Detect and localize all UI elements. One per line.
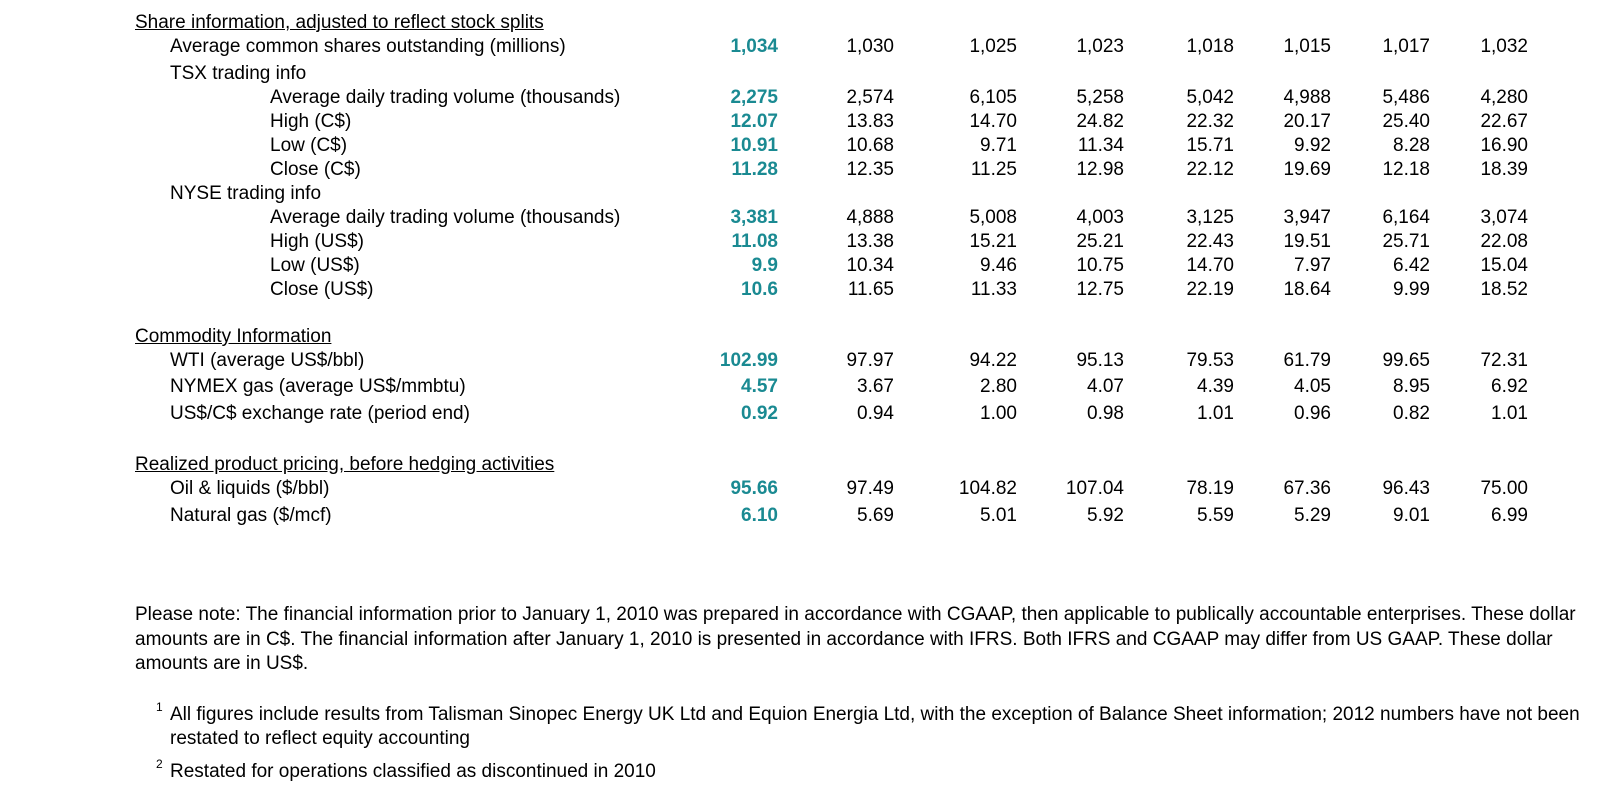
- row-nyse-high: [0, 230, 1619, 254]
- cell: 67.36: [1283, 478, 1331, 499]
- cell: 5.92: [1087, 505, 1124, 526]
- cell: 6,164: [1382, 207, 1430, 228]
- row-wti: [0, 349, 1619, 373]
- row-tsx-low: [0, 134, 1619, 158]
- row-label: Oil & liquids ($/bbl): [170, 478, 330, 499]
- cell: 9.46: [980, 255, 1017, 276]
- cell: 15.71: [1186, 135, 1234, 156]
- cell: 95.13: [1076, 350, 1124, 371]
- row-nymex: [0, 375, 1619, 399]
- cell: 4,280: [1480, 87, 1528, 108]
- cell: 1.01: [1491, 403, 1528, 424]
- cell-current: 6.10: [741, 505, 778, 526]
- row-label: WTI (average US$/bbl): [170, 350, 365, 371]
- section-title: Realized product pricing, before hedging activities: [135, 454, 555, 475]
- cell: 1,030: [846, 36, 894, 57]
- row-label: High (US$): [270, 231, 364, 252]
- cell-current: 4.57: [741, 376, 778, 397]
- row-avg-shares: [0, 35, 1619, 59]
- cell: 1,025: [969, 36, 1017, 57]
- cell: 12.18: [1382, 159, 1430, 180]
- row-label: US$/C$ exchange rate (period end): [170, 403, 470, 424]
- cell: 97.49: [846, 478, 894, 499]
- cell: 1.01: [1197, 403, 1234, 424]
- section-share-info: [0, 11, 1619, 35]
- cell: 19.51: [1283, 231, 1331, 252]
- row-tsx-header: [0, 62, 1619, 86]
- cell: 104.82: [958, 478, 1017, 499]
- cell: 0.94: [857, 403, 894, 424]
- row-gas: [0, 504, 1619, 528]
- cell: 18.64: [1283, 279, 1331, 300]
- footnote-text: Restated for operations classified as discontinued in 2010: [170, 761, 656, 782]
- accounting-note: Please note: The financial information prior to January 1, 2010 was prepared in accordance with CGAAP, then applicable to publically accountable enterprises. These dollar amounts are in C$. The financial information after January 1, 2010 is presented in accordance with IFRS. Both IFRS and CGAAP may differ from US GAAP. These dollar amounts are in US$.: [135, 604, 1576, 674]
- row-label: Low (US$): [270, 255, 360, 276]
- cell: 1,023: [1076, 36, 1124, 57]
- cell: 3.67: [857, 376, 894, 397]
- row-label: Low (C$): [270, 135, 348, 156]
- cell: 8.28: [1393, 135, 1430, 156]
- footnote-text: All figures include results from Talisman Sinopec Energy UK Ltd and Equion Energia Ltd, with the exception of Balance Sheet information; 2012 numbers have not been restated to reflect equity accounting: [170, 704, 1580, 749]
- cell: 5.01: [980, 505, 1017, 526]
- cell: 2,574: [846, 87, 894, 108]
- cell: 22.43: [1186, 231, 1234, 252]
- cell-current: 0.92: [741, 403, 778, 424]
- row-fx: [0, 402, 1619, 426]
- cell: 22.19: [1186, 279, 1234, 300]
- cell: 1,018: [1186, 36, 1234, 57]
- cell: 6.92: [1491, 376, 1528, 397]
- cell: 10.68: [846, 135, 894, 156]
- cell: 12.35: [846, 159, 894, 180]
- row-label: NYMEX gas (average US$/mmbtu): [170, 376, 466, 397]
- cell: 24.82: [1076, 111, 1124, 132]
- cell: 1.00: [980, 403, 1017, 424]
- row-label: High (C$): [270, 111, 352, 132]
- cell-current: 10.91: [730, 135, 778, 156]
- row-label: Close (C$): [270, 159, 361, 180]
- cell: 25.71: [1382, 231, 1430, 252]
- cell: 5,486: [1382, 87, 1430, 108]
- cell: 99.65: [1382, 350, 1430, 371]
- cell: 12.75: [1076, 279, 1124, 300]
- cell: 3,947: [1283, 207, 1331, 228]
- cell: 3,125: [1186, 207, 1234, 228]
- cell: 1,015: [1283, 36, 1331, 57]
- cell: 4,988: [1283, 87, 1331, 108]
- cell-current: 1,034: [730, 36, 778, 57]
- cell: 5,258: [1076, 87, 1124, 108]
- cell: 96.43: [1382, 478, 1430, 499]
- cell: 7.97: [1294, 255, 1331, 276]
- row-label: Close (US$): [270, 279, 374, 300]
- footnote-mark: 2: [156, 757, 163, 771]
- row-nyse-low: [0, 254, 1619, 278]
- cell: 9.01: [1393, 505, 1430, 526]
- cell: 25.40: [1382, 111, 1430, 132]
- cell: 12.98: [1076, 159, 1124, 180]
- cell: 22.08: [1480, 231, 1528, 252]
- cell: 8.95: [1393, 376, 1430, 397]
- cell-current: 11.28: [731, 159, 778, 180]
- cell: 97.97: [846, 350, 894, 371]
- footnote-1: [156, 700, 1600, 751]
- section-title: Share information, adjusted to reflect stock splits: [135, 12, 544, 33]
- cell: 72.31: [1480, 350, 1528, 371]
- section-commodity: [0, 325, 1619, 349]
- row-nyse-close: [0, 278, 1619, 302]
- cell-current: 10.6: [741, 279, 778, 300]
- cell: 1,032: [1480, 36, 1528, 57]
- cell: 78.19: [1186, 478, 1234, 499]
- row-label: Average common shares outstanding (millions): [170, 36, 566, 57]
- cell: 2.80: [980, 376, 1017, 397]
- cell: 61.79: [1283, 350, 1331, 371]
- section-realized: [0, 453, 1619, 477]
- cell: 94.22: [969, 350, 1017, 371]
- section-title: Commodity Information: [135, 326, 332, 347]
- cell: 79.53: [1186, 350, 1234, 371]
- cell: 10.75: [1076, 255, 1124, 276]
- row-nyse-header: [0, 182, 1619, 206]
- row-label: Average daily trading volume (thousands): [270, 207, 621, 228]
- cell-current: 3,381: [730, 207, 778, 228]
- cell: 14.70: [1186, 255, 1234, 276]
- cell: 18.39: [1480, 159, 1528, 180]
- cell: 6,105: [969, 87, 1017, 108]
- cell-current: 9.9: [751, 255, 778, 276]
- row-label: Natural gas ($/mcf): [170, 505, 332, 526]
- cell: 9.92: [1294, 135, 1331, 156]
- row-nyse-volume: [0, 206, 1619, 230]
- cell: 11.33: [970, 279, 1017, 300]
- cell: 6.99: [1491, 505, 1528, 526]
- cell: 18.52: [1480, 279, 1528, 300]
- cell: 10.34: [846, 255, 894, 276]
- cell: 4.39: [1197, 376, 1234, 397]
- cell: 11.65: [847, 279, 894, 300]
- cell-current: 2,275: [730, 87, 778, 108]
- cell: 5,042: [1186, 87, 1234, 108]
- cell: 75.00: [1480, 478, 1528, 499]
- cell: 5.59: [1197, 505, 1234, 526]
- cell: 0.96: [1294, 403, 1331, 424]
- cell: 4,888: [846, 207, 894, 228]
- row-oil: [0, 477, 1619, 501]
- cell: 16.90: [1480, 135, 1528, 156]
- cell-current: 102.99: [719, 350, 778, 371]
- cell: 6.42: [1393, 255, 1430, 276]
- cell: 9.99: [1393, 279, 1430, 300]
- cell: 4.05: [1294, 376, 1331, 397]
- cell: 4.07: [1087, 376, 1124, 397]
- row-tsx-close: [0, 158, 1619, 182]
- row-tsx-high: [0, 110, 1619, 134]
- cell-current: 95.66: [730, 478, 778, 499]
- cell: 5.69: [857, 505, 894, 526]
- cell: 0.82: [1393, 403, 1430, 424]
- cell: 25.21: [1076, 231, 1124, 252]
- row-label: Average daily trading volume (thousands): [270, 87, 621, 108]
- cell: 14.70: [969, 111, 1017, 132]
- cell: 13.38: [846, 231, 894, 252]
- footnote-2: [156, 757, 1600, 784]
- cell: 22.67: [1480, 111, 1528, 132]
- cell: 9.71: [980, 135, 1017, 156]
- cell-current: 11.08: [731, 231, 778, 252]
- cell: 13.83: [846, 111, 894, 132]
- cell: 20.17: [1283, 111, 1331, 132]
- cell: 15.04: [1480, 255, 1528, 276]
- cell: 0.98: [1087, 403, 1124, 424]
- cell: 5,008: [969, 207, 1017, 228]
- row-tsx-volume: [0, 86, 1619, 110]
- footnote-mark: 1: [156, 700, 163, 714]
- subsection-title: TSX trading info: [170, 63, 307, 84]
- cell: 1,017: [1382, 36, 1430, 57]
- cell: 19.69: [1283, 159, 1331, 180]
- cell: 4,003: [1076, 207, 1124, 228]
- subsection-title: NYSE trading info: [170, 183, 322, 204]
- cell: 22.32: [1186, 111, 1234, 132]
- cell-current: 12.07: [730, 111, 778, 132]
- cell: 15.21: [969, 231, 1017, 252]
- cell: 11.34: [1077, 135, 1124, 156]
- cell: 3,074: [1480, 207, 1528, 228]
- cell: 107.04: [1065, 478, 1124, 499]
- cell: 22.12: [1186, 159, 1234, 180]
- cell: 5.29: [1294, 505, 1331, 526]
- cell: 11.25: [970, 159, 1017, 180]
